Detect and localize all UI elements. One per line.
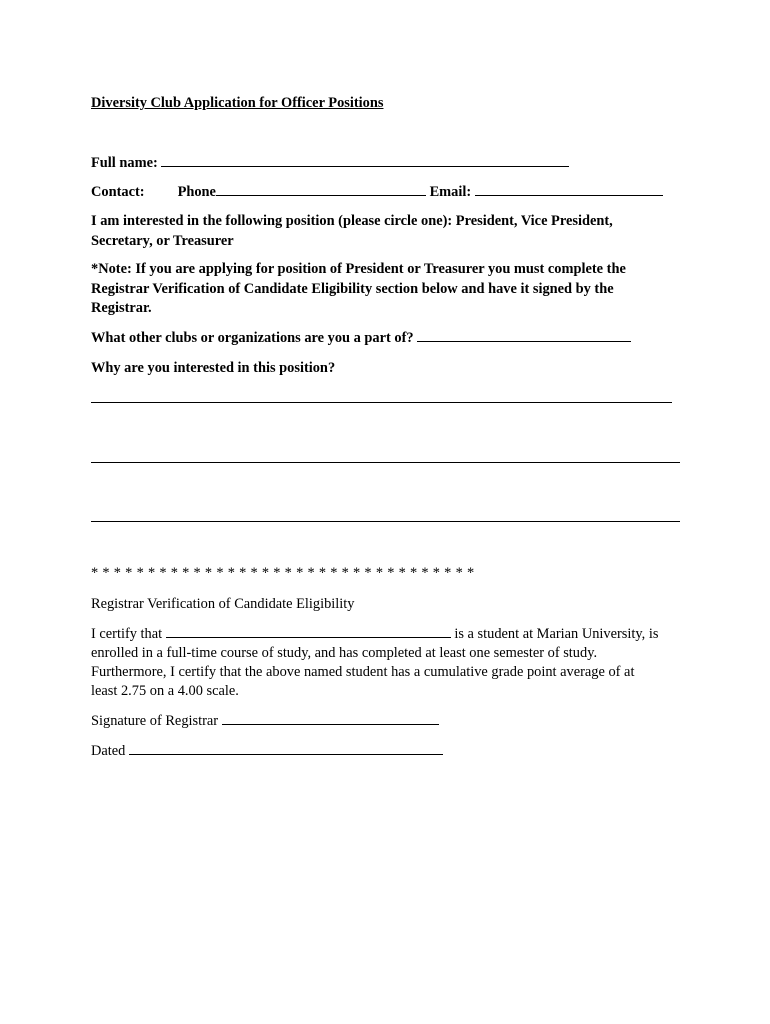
signature-row	[91, 711, 439, 731]
contact-row	[91, 182, 663, 202]
certify-line-2: enrolled in a full-time course of study, and has completed at least one semester of study.	[91, 645, 598, 661]
note-line-1: *Note: If you are applying for position of President or Treasurer you must complete the	[91, 261, 626, 277]
certify-suffix: is a student at Marian University, is	[454, 626, 659, 642]
why-answer-line-3[interactable]	[91, 521, 680, 522]
full-name-field[interactable]	[161, 153, 569, 167]
certify-line-4: least 2.75 on a 4.00 scale.	[91, 683, 239, 699]
certify-line-3: Furthermore, I certify that the above named student has a cumulative grade point average of at	[91, 664, 635, 680]
full-name-label: Full name:	[91, 155, 158, 171]
signature-label: Signature of Registrar	[91, 713, 219, 729]
position-text-line-2: Secretary, or Treasurer	[91, 233, 234, 249]
signature-field[interactable]	[222, 711, 439, 725]
registrar-heading: Registrar Verification of Candidate Eligibility	[91, 596, 355, 612]
why-answer-line-1[interactable]	[91, 402, 672, 403]
clubs-row	[91, 328, 631, 348]
note-line-3: Registrar.	[91, 300, 152, 316]
certify-prefix: I certify that	[91, 626, 163, 642]
form-title: Diversity Club Application for Officer Positions	[91, 95, 384, 111]
student-name-field[interactable]	[166, 624, 451, 638]
note-line-2: Registrar Verification of Candidate Eligibility section below and have it signed by the	[91, 281, 614, 297]
section-separator: * * * * * * * * * * * * * * * * * * * * * * * * * * * * * * * * * *	[91, 565, 475, 581]
position-text-line-1: I am interested in the following position (please circle one): President, Vice President,	[91, 213, 613, 229]
full-name-row	[91, 153, 569, 173]
dated-row	[91, 741, 443, 761]
phone-field[interactable]	[216, 182, 426, 196]
email-label: Email:	[429, 184, 472, 200]
certify-row	[91, 624, 658, 644]
why-label: Why are you interested in this position?	[91, 360, 336, 376]
why-answer-line-2[interactable]	[91, 462, 680, 463]
email-field[interactable]	[475, 182, 663, 196]
contact-label: Contact:	[91, 184, 145, 200]
date-field[interactable]	[129, 741, 443, 755]
phone-label: Phone	[177, 184, 216, 200]
clubs-label: What other clubs or organizations are you a part of?	[91, 330, 414, 346]
dated-label: Dated	[91, 743, 126, 759]
clubs-field[interactable]	[417, 328, 631, 342]
